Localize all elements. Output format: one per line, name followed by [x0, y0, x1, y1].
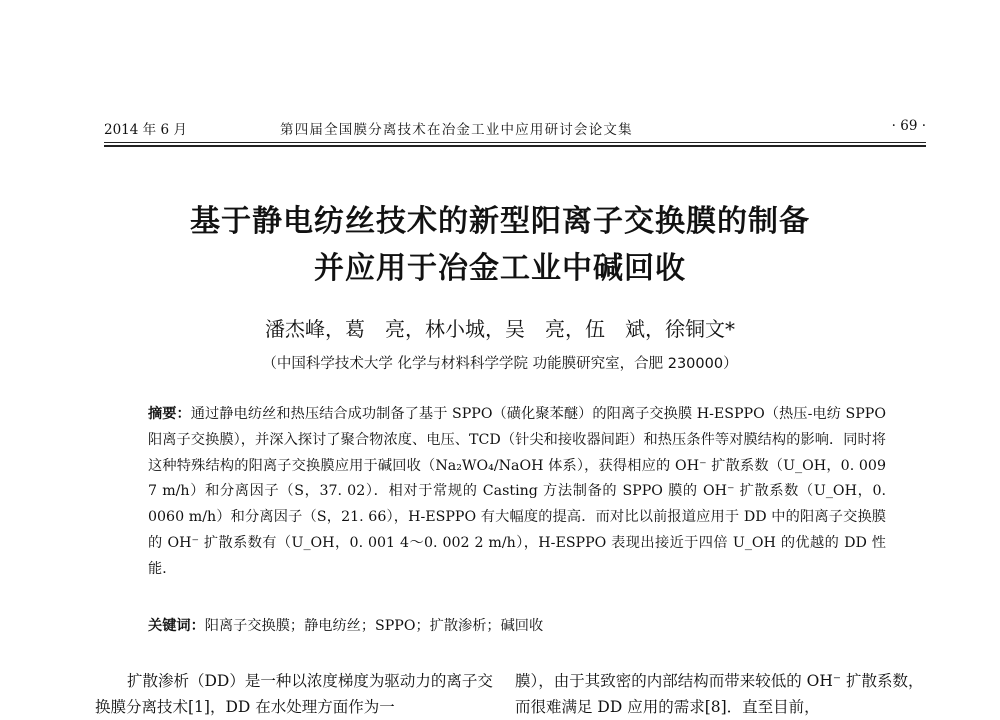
header-rule-thin — [104, 142, 926, 143]
affiliation: （中国科学技术大学 化学与材料科学学院 功能膜研究室，合肥 230000） — [262, 356, 738, 372]
header-page-number: · 69 · — [891, 118, 926, 134]
header-rule-thick — [104, 145, 926, 147]
author-list: 潘杰峰，葛 亮，林小城，吴 亮，伍 斌，徐铜文* — [265, 317, 735, 341]
abstract-text: 通过静电纺丝和热压结合成功制备了基于 SPPO（磺化聚苯醚）的阳离子交换膜 H-ESPPO（热压-电纺 SPPO 阳离子交换膜），并深入探讨了聚合物浓度、电压、TCD（针尖和接收器间距）和热压条件等对膜结构的影响．同时将这种特殊结构的阳离子交换膜应用于碱回收（Na₂WO₄/NaOH 体系），获得相应的 OH⁻ 扩散系数（U_OH，0. 009 7 m/h）和分离因子（S，37. 02）．相对于常规的 Casting 方法制备的 SPPO 膜的 OH⁻ 扩散系数（U_OH，0. 0060 m/h）和分离因子（S，21. 66），H-ESPPO 有大幅度的提高．而对比以前报道应用于 DD 中的阳离子交换膜的 OH⁻ 扩散系数有（U_OH，0. 001 4～0. 002 2 m/h），H-ESPPO 表现出接近于四倍 U_OH 的优越的 DD 性能． — [148, 406, 886, 577]
title-line-1: 基于静电纺丝技术的新型阳离子交换膜的制备 — [190, 204, 810, 239]
keywords-text: 阳离子交换膜；静电纺丝；SPPO；扩散渗析；碱回收 — [204, 618, 544, 634]
running-header — [104, 118, 926, 140]
body-column-right — [515, 668, 925, 720]
body-paragraph-right: 膜），由于其致密的内部结构而带来较低的 OH⁻ 扩散系数，而很难满足 DD 应用的需求[8]．直至目前， — [515, 672, 924, 716]
header-journal: 第四届全国膜分离技术在冶金工业中应用研讨会论文集 — [280, 122, 633, 138]
body-paragraph-left: 扩散渗析（DD）是一种以浓度梯度为驱动力的离子交换膜分离技术[1]，DD 在水处理方面作为一 — [95, 672, 493, 716]
abstract — [148, 402, 886, 583]
abstract-label: 摘要： — [148, 406, 191, 422]
keywords — [148, 615, 886, 635]
body-column-left — [95, 668, 495, 720]
title-line-2: 并应用于冶金工业中碱回收 — [314, 251, 686, 286]
header-date: 2014 年 6 月 — [104, 122, 187, 138]
keywords-label: 关键词： — [148, 618, 205, 634]
